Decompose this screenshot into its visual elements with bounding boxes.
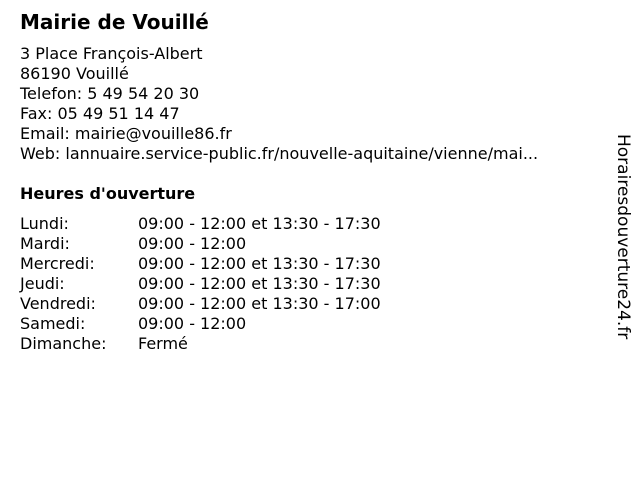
day-label: Mercredi:: [20, 254, 95, 273]
day-hours: 09:00 - 12:00: [138, 234, 247, 253]
day-label: Samedi:: [20, 314, 86, 333]
day-hours: 09:00 - 12:00 et 13:30 - 17:30: [138, 214, 381, 233]
day-hours: 09:00 - 12:00: [138, 314, 247, 333]
day-hours: 09:00 - 12:00 et 13:30 - 17:30: [138, 254, 381, 273]
day-hours: Fermé: [138, 334, 188, 353]
day-label: Mardi:: [20, 234, 70, 253]
business-name: Mairie de Vouillé: [20, 10, 209, 34]
web-label: Web:: [20, 144, 61, 163]
contact-block: [20, 44, 538, 164]
day-label: Jeudi:: [20, 274, 65, 293]
email-label: Email:: [20, 124, 70, 143]
day-label: Vendredi:: [20, 294, 96, 313]
day-label: Lundi:: [20, 214, 69, 233]
email-line: [20, 124, 538, 144]
email-link[interactable]: mairie@vouille86.fr: [74, 124, 232, 143]
hours-heading: Heures d'ouverture: [20, 184, 196, 203]
web-link[interactable]: lannuaire.service-public.fr/nouvelle-aquitaine/vienne/mai...: [65, 144, 539, 163]
site-watermark: Horairesdouverture24.fr: [613, 134, 633, 340]
day-hours: 09:00 - 12:00 et 13:30 - 17:30: [138, 274, 381, 293]
street-address: 3 Place François-Albert: [20, 44, 203, 63]
phone-line: Telefon: 5 49 54 20 30: [20, 84, 200, 103]
fax-line: Fax: 05 49 51 14 47: [20, 104, 180, 123]
day-label: Dimanche:: [20, 334, 107, 353]
day-hours: 09:00 - 12:00 et 13:30 - 17:00: [138, 294, 381, 313]
web-line: [20, 144, 538, 164]
city-line: 86190 Vouillé: [20, 64, 129, 83]
